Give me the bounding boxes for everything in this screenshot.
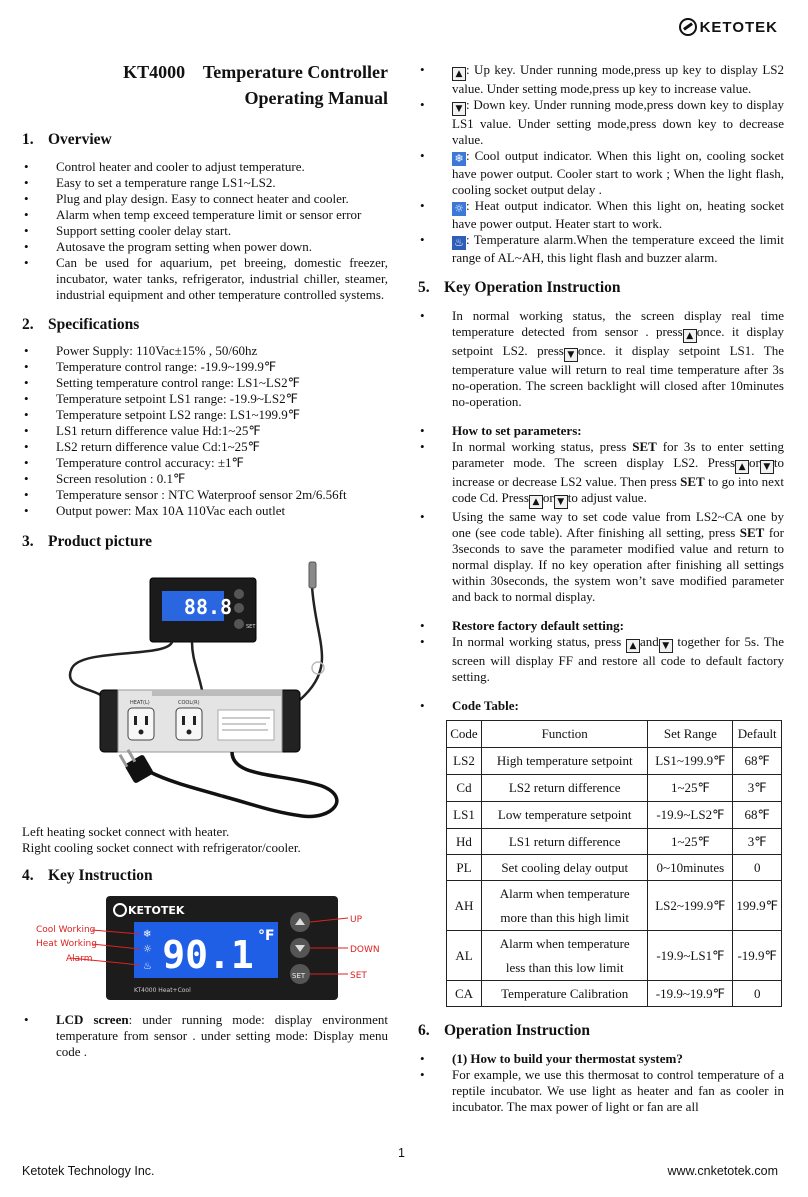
list-item: • Easy to set a temperature range LS1~LS2. bbox=[22, 175, 388, 191]
op-text: to adjust value. bbox=[567, 490, 647, 505]
lcd-term: LCD screen bbox=[56, 1012, 129, 1027]
down-arrow-icon: ▼ bbox=[554, 495, 568, 509]
table-row bbox=[447, 775, 782, 802]
down-arrow-icon: ▼ bbox=[659, 639, 673, 653]
page-number: 1 bbox=[398, 1146, 405, 1160]
diagram-model: KT4000 Heat+Cool bbox=[134, 987, 191, 994]
list-item: • Power Supply: 110Vac±15% , 50/60hz bbox=[22, 343, 388, 359]
op-text: and bbox=[639, 634, 659, 649]
op-instr-heading bbox=[418, 1021, 784, 1041]
col-code: Code bbox=[447, 721, 482, 748]
list-item bbox=[418, 62, 784, 97]
list-item: • Control heater and cooler to adjust temperature. bbox=[22, 159, 388, 175]
table-cell: 1~25℉ bbox=[648, 775, 733, 802]
product-heading bbox=[22, 532, 388, 552]
col-range: Set Range bbox=[648, 721, 733, 748]
table-row bbox=[447, 802, 782, 829]
list-item: • Temperature setpoint LS2 range: LS1~199.9℉ bbox=[22, 407, 388, 423]
section-number: 4. bbox=[22, 867, 34, 884]
list-item: • Screen resolution : 0.1℉ bbox=[22, 471, 388, 487]
op-text: In normal working status, press bbox=[452, 634, 626, 649]
list-item: • Can be used for aquarium, pet breeing, domestic freezer, incubator, water tanks, refrigerator, industrial chiller, steamer, industrial equipment and other temperature controlled systems. bbox=[22, 255, 388, 303]
table-row bbox=[447, 829, 782, 855]
list-item: • Alarm when temp exceed temperature limit or sensor error bbox=[22, 207, 388, 223]
section-title: Operation Instruction bbox=[444, 1022, 590, 1039]
diagram-unit: °F bbox=[258, 928, 275, 944]
table-cell: LS2~199.9℉ bbox=[648, 881, 733, 931]
operation-heading bbox=[418, 278, 784, 298]
table-cell: Temperature Calibration bbox=[481, 981, 647, 1007]
label-cool-working: Cool Working bbox=[36, 925, 96, 935]
table-cell: High temperature setpoint bbox=[481, 748, 647, 775]
table-cell: 3℉ bbox=[733, 829, 782, 855]
down-arrow-icon: ▼ bbox=[760, 460, 774, 474]
table-cell: 1~25℉ bbox=[648, 829, 733, 855]
section-number: 3. bbox=[22, 533, 34, 550]
list-item bbox=[418, 1051, 784, 1067]
op-text: to increase or decrease LS2 value. Then press bbox=[452, 455, 784, 489]
list-item bbox=[418, 148, 784, 198]
set-params-title: How to set parameters: bbox=[452, 423, 582, 438]
table-cell: Alarm when temperature more than this high limit bbox=[481, 881, 647, 931]
list-item bbox=[418, 634, 784, 685]
down-key-text: : Down key. Under running mode,press down key to display LS1 value. Under setting mode,press down key to decrease value. bbox=[452, 97, 784, 147]
up-arrow-icon: ▲ bbox=[735, 460, 749, 474]
brand-name: KETOTEK bbox=[699, 18, 778, 36]
list-item bbox=[418, 97, 784, 148]
cool-indicator-text: : Cool output indicator. When this light on, cooling socket have power output. Cooler start to work ; When the light flash, cooling socket output delay . bbox=[452, 148, 784, 197]
product-photo bbox=[22, 558, 388, 824]
table-row bbox=[447, 931, 782, 981]
table-cell: -19.9~LS1℉ bbox=[648, 931, 733, 981]
list-item bbox=[418, 198, 784, 232]
list-item: • Temperature control accuracy: ±1℉ bbox=[22, 455, 388, 471]
list-item: • For example, we use this thermosat to control temperature of a reptile incubator. We use light as heater and fan as cooler in incubator. The max power of light or fan are all bbox=[418, 1067, 784, 1115]
table-cell: Set cooling delay output bbox=[481, 855, 647, 881]
col-default: Default bbox=[733, 721, 782, 748]
table-cell: LS2 return difference bbox=[481, 775, 647, 802]
op-text: Using the same way to set code value from LS2~CA one by one (see code table). After finishing all setting, press bbox=[452, 509, 784, 540]
table-cell: -19.9℉ bbox=[733, 931, 782, 981]
label-down: DOWN bbox=[350, 945, 380, 955]
alarm-bulb-icon: ♨ bbox=[143, 961, 152, 972]
op-text: for 3seconds to save the parameter modified value and return to normal display. If no key operation after finishing all settings within 30seconds, the system won’t save modified parameter and back to normal display. bbox=[452, 525, 784, 604]
label-alarm: Alarm bbox=[66, 954, 93, 964]
footer-website: www.cnketotek.com bbox=[667, 1164, 778, 1178]
table-cell: Cd bbox=[447, 775, 482, 802]
product-set-label: SET bbox=[246, 624, 256, 630]
keys-heading bbox=[22, 866, 388, 886]
table-cell: 68℉ bbox=[733, 748, 782, 775]
set-term: SET bbox=[632, 439, 657, 454]
key-diagram bbox=[22, 892, 388, 1006]
table-cell: -19.9~LS2℉ bbox=[648, 802, 733, 829]
list-item: • LS2 return difference value Cd:1~25℉ bbox=[22, 439, 388, 455]
op-text: or bbox=[749, 455, 760, 470]
down-arrow-icon: ▼ bbox=[564, 348, 578, 362]
alarm-bulb-icon: ♨ bbox=[452, 236, 466, 250]
op-text: for 3s to enter setting parameter mode. The screen display LS2. Press bbox=[452, 439, 784, 470]
table-cell: LS1~199.9℉ bbox=[648, 748, 733, 775]
restore-title: Restore factory default setting: bbox=[452, 618, 624, 633]
up-arrow-icon: ▲ bbox=[452, 67, 466, 81]
operation-list bbox=[418, 308, 784, 410]
list-item: • LS1 return difference value Hd:1~25℉ bbox=[22, 423, 388, 439]
overview-list bbox=[22, 159, 388, 303]
doc-title-line1: KT4000 Temperature Controller bbox=[123, 62, 388, 82]
product-illustration bbox=[22, 558, 388, 824]
op-text: once. it display setpoint LS2. press bbox=[452, 324, 784, 358]
list-item bbox=[418, 509, 784, 605]
section-number: 6. bbox=[418, 1022, 430, 1039]
code-table-title: Code Table: bbox=[452, 698, 519, 713]
brand-logo bbox=[679, 18, 778, 36]
table-cell: 199.9℉ bbox=[733, 881, 782, 931]
list-item: • Temperature setpoint LS1 range: -19.9~LS2℉ bbox=[22, 391, 388, 407]
section-title: Key Operation Instruction bbox=[444, 279, 621, 296]
code-table-list bbox=[418, 698, 784, 714]
table-cell: AH bbox=[447, 881, 482, 931]
table-cell: AL bbox=[447, 931, 482, 981]
op-text: In normal working status, the screen display real time temperature detected from sensor . press bbox=[452, 308, 784, 339]
section-number: 5. bbox=[418, 279, 430, 296]
overview-heading bbox=[22, 130, 388, 150]
left-column bbox=[22, 58, 388, 1060]
table-header-row bbox=[447, 721, 782, 748]
lcd-list bbox=[22, 1012, 388, 1060]
op-text: In normal working status, press bbox=[452, 439, 633, 454]
col-function: Function bbox=[481, 721, 647, 748]
table-cell: 0 bbox=[733, 855, 782, 881]
section-title: Product picture bbox=[48, 533, 153, 550]
list-item bbox=[418, 439, 784, 509]
doc-title-line2: Operating Manual bbox=[244, 88, 388, 108]
table-cell: CA bbox=[447, 981, 482, 1007]
heat-indicator-text: : Heat output indicator. When this light on, heating socket have power output. Heater start to work. bbox=[452, 198, 784, 231]
set-term: SET bbox=[680, 474, 705, 489]
section-title: Key Instruction bbox=[48, 867, 153, 884]
specs-list bbox=[22, 343, 388, 519]
table-cell: 3℉ bbox=[733, 775, 782, 802]
up-arrow-icon: ▲ bbox=[529, 495, 543, 509]
op-text: once. it display setpoint LS1. The temperature value will return to real time temperature after 3s no-operation. The screen backlight will closed after 10minutes no-operation. bbox=[452, 343, 784, 409]
sun-icon: ☼ bbox=[452, 202, 466, 216]
product-caption-1: Left heating socket connect with heater. bbox=[22, 824, 230, 839]
section-number: 1. bbox=[22, 131, 34, 148]
table-cell: 0 bbox=[733, 981, 782, 1007]
table-cell: 0~10minutes bbox=[648, 855, 733, 881]
table-row bbox=[447, 855, 782, 881]
set-term: SET bbox=[739, 525, 765, 540]
alarm-indicator-text: : Temperature alarm.When the temperature exceed the limit range of AL~AH, this light flash and buzzer alarm. bbox=[452, 232, 784, 265]
op-instr-question: (1) How to build your thermostat system? bbox=[452, 1051, 683, 1066]
table-row bbox=[447, 748, 782, 775]
set-params-list bbox=[418, 423, 784, 605]
table-cell: Alarm when temperature less than this low limit bbox=[481, 931, 647, 981]
list-item bbox=[22, 1012, 388, 1060]
list-item: • Plug and play design. Easy to connect heater and cooler. bbox=[22, 191, 388, 207]
list-item: • Support setting cooler delay start. bbox=[22, 223, 388, 239]
label-heat-working: Heat Working bbox=[36, 939, 97, 949]
table-cell: PL bbox=[447, 855, 482, 881]
list-item bbox=[418, 423, 784, 439]
section-title: Specifications bbox=[48, 316, 140, 333]
snowflake-icon: ❄ bbox=[143, 929, 152, 940]
diagram-set-key-label: SET bbox=[292, 972, 306, 980]
key-diagram-illustration bbox=[22, 892, 388, 1006]
specs-heading bbox=[22, 315, 388, 335]
restore-list bbox=[418, 618, 784, 685]
list-item: • Output power: Max 10A 110Vac each outlet bbox=[22, 503, 388, 519]
product-heat-label: HEAT(L) bbox=[130, 700, 150, 706]
product-cool-label: COOL(R) bbox=[178, 700, 200, 706]
op-text: or bbox=[542, 490, 554, 505]
up-arrow-icon: ▲ bbox=[683, 329, 697, 343]
footer-company: Ketotek Technology Inc. bbox=[22, 1164, 155, 1178]
list-item: • Temperature sensor : NTC Waterproof sensor 2m/6.56ft bbox=[22, 487, 388, 503]
ketotek-logo-icon bbox=[679, 18, 697, 36]
section-number: 2. bbox=[22, 316, 34, 333]
op-text: to go into next code Cd. Press bbox=[452, 474, 784, 505]
table-row bbox=[447, 881, 782, 931]
controller-display-value: 88.8 bbox=[183, 595, 233, 619]
table-cell: LS1 return difference bbox=[481, 829, 647, 855]
section-title: Overview bbox=[48, 131, 112, 148]
down-arrow-icon: ▼ bbox=[452, 102, 466, 116]
up-arrow-icon: ▲ bbox=[626, 639, 640, 653]
up-key-text: : Up key. Under running mode,press up key to display LS2 value. Under setting mode,press up key to increase value. bbox=[452, 62, 784, 96]
list-item bbox=[418, 698, 784, 714]
list-item bbox=[418, 618, 784, 634]
table-row bbox=[447, 981, 782, 1007]
sun-icon: ☼ bbox=[143, 944, 152, 955]
list-item bbox=[418, 232, 784, 266]
list-item: • Temperature control range: -19.9~199.9℉ bbox=[22, 359, 388, 375]
list-item: • Setting temperature control range: LS1~LS2℉ bbox=[22, 375, 388, 391]
table-cell: LS1 bbox=[447, 802, 482, 829]
op-instr-list bbox=[418, 1051, 784, 1115]
snowflake-icon: ❄ bbox=[452, 152, 466, 166]
op-text: together for 5s. The screen will display FF and restore all code to default factory setting. bbox=[452, 634, 785, 684]
right-column bbox=[418, 62, 784, 1115]
diagram-brand: KETOTEK bbox=[128, 904, 185, 917]
product-caption-2: Right cooling socket connect with refrigerator/cooler. bbox=[22, 840, 301, 855]
table-cell: Low temperature setpoint bbox=[481, 802, 647, 829]
table-cell: -19.9~19.9℉ bbox=[648, 981, 733, 1007]
code-table bbox=[446, 720, 782, 1007]
list-item: • Autosave the program setting when power down. bbox=[22, 239, 388, 255]
diagram-display-value: 90.1 bbox=[162, 933, 254, 977]
list-item bbox=[418, 308, 784, 410]
label-set: SET bbox=[350, 971, 367, 981]
label-up: UP bbox=[350, 915, 363, 925]
table-cell: 68℉ bbox=[733, 802, 782, 829]
key-indicator-list bbox=[418, 62, 784, 266]
table-cell: Hd bbox=[447, 829, 482, 855]
lcd-text: : under running mode: display environment temperature from sensor . under setting mode: Display menu code . bbox=[56, 1012, 388, 1059]
table-cell: LS2 bbox=[447, 748, 482, 775]
